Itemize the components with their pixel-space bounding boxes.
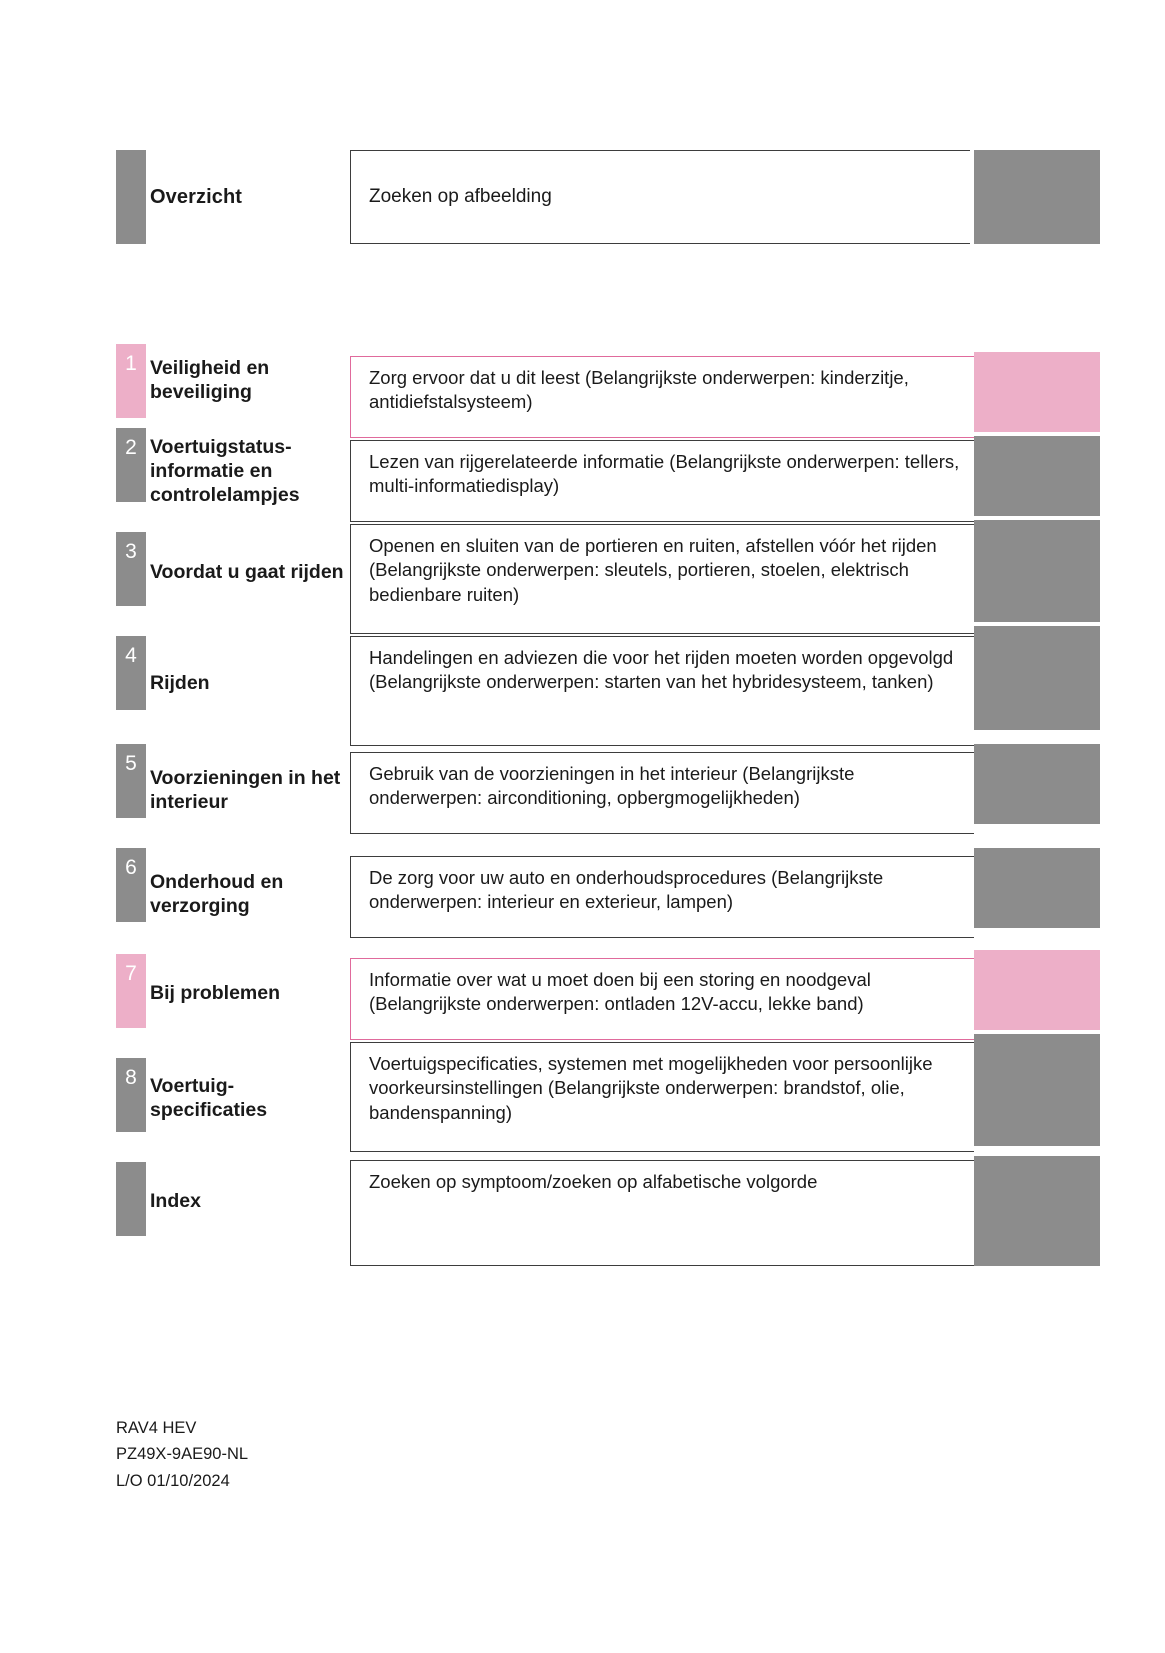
footer-model: RAV4 HEV (116, 1419, 197, 1437)
chapter-number: 1 (125, 352, 137, 375)
overview-right-block (974, 150, 1100, 244)
chapter-number: 4 (125, 644, 137, 667)
chapter-description-veiligheid-en-beveiliging: Zorg ervoor dat u dit leest (Belangrijkste onderwerpen: kinderzitje, antidiefstalsysteem) (350, 356, 974, 438)
chapter-tab-index[interactable] (116, 1162, 146, 1236)
chapter-edge-marker-8 (974, 1034, 1100, 1146)
footer (116, 1415, 248, 1494)
chapter-description-voertuig-specificaties: Voertuigspecificaties, systemen met mogelijkheden voor persoonlijke voorkeursinstellingen (Belangrijkste onderwerpen: brandstof, olie, bandenspanning) (350, 1042, 974, 1152)
chapter-number: 5 (125, 752, 137, 775)
chapter-description-voordat-u-gaat-rijden: Openen en sluiten van de portieren en ruiten, afstellen vóór het rijden (Belangrijkste onderwerpen: sleutels, portieren, stoelen, elektrisch bedienbare ruiten) (350, 524, 974, 634)
chapter-tab-8[interactable] (116, 1058, 146, 1132)
chapter-edge-marker-index (974, 1156, 1100, 1266)
chapter-tab-4[interactable] (116, 636, 146, 710)
chapter-description-voertuigstatus-informatie-en-controlelampjes: Lezen van rijgerelateerde informatie (Belangrijkste onderwerpen: tellers, multi-informatiedisplay) (350, 440, 974, 522)
footer-issue: L/O 01/10/2024 (116, 1471, 230, 1490)
overview-description: Zoeken op afbeelding (350, 150, 970, 244)
chapter-title-voordat-u-gaat-rijden[interactable]: Voordat u gaat rijden (150, 561, 344, 584)
chapter-title-voertuig-specificaties[interactable]: Voertuig-specificaties (150, 1075, 268, 1121)
chapter-edge-marker-3 (974, 520, 1100, 622)
chapter-edge-marker-4 (974, 626, 1100, 730)
chapter-number: 2 (125, 436, 137, 459)
chapter-edge-marker-5 (974, 744, 1100, 824)
chapter-number: 7 (125, 962, 137, 985)
overview-label: Overzicht (150, 185, 243, 208)
chapter-edge-marker-7 (974, 950, 1100, 1030)
chapter-number: 8 (125, 1066, 137, 1089)
chapter-tab-2[interactable] (116, 428, 146, 502)
chapter-title-veiligheid-en-beveiliging[interactable]: Veiligheid en beveiliging (150, 357, 270, 403)
chapter-list (116, 344, 1100, 1276)
footer-code: PZ49X-9AE90-NL (116, 1445, 249, 1464)
chapter-tab-1[interactable] (116, 344, 146, 418)
chapter-number: 3 (125, 540, 137, 563)
chapter-tab-5[interactable] (116, 744, 146, 818)
chapter-title-rijden[interactable]: Rijden (150, 672, 210, 695)
chapter-description-voorzieningen-in-het-interieur: Gebruik van de voorzieningen in het interieur (Belangrijkste onderwerpen: airconditioning, opbergmogelijkheden) (350, 752, 974, 834)
chapter-tab-3[interactable] (116, 532, 146, 606)
chapter-number: 6 (125, 856, 137, 879)
chapter-title-voertuigstatus-informatie-en-controlelampjes[interactable]: Voertuigstatus-informatie en controlelampjes (150, 436, 300, 506)
chapter-edge-marker-6 (974, 848, 1100, 928)
chapter-title-bij-problemen[interactable]: Bij problemen (150, 982, 281, 1005)
overview-row (116, 150, 1100, 244)
chapter-tab-6[interactable] (116, 848, 146, 922)
chapter-title-voorzieningen-in-het-interieur[interactable]: Voorzieningen in het interieur (150, 767, 341, 813)
chapter-description-onderhoud-en-verzorging: De zorg voor uw auto en onderhoudsprocedures (Belangrijkste onderwerpen: interieur en exterieur, lampen) (350, 856, 974, 938)
chapter-description-rijden: Handelingen en adviezen die voor het rijden moeten worden opgevolgd (Belangrijkste onderwerpen: starten van het hybridesysteem, tanken) (350, 636, 974, 746)
chapter-edge-marker-2 (974, 436, 1100, 516)
chapter-tab-7[interactable] (116, 954, 146, 1028)
overview-tab-marker (116, 150, 146, 244)
chapter-edge-marker-1 (974, 352, 1100, 432)
chapter-description-bij-problemen: Informatie over wat u moet doen bij een storing en noodgeval (Belangrijkste onderwerpen: ontladen 12V-accu, lekke band) (350, 958, 974, 1040)
chapter-description-index: Zoeken op symptoom/zoeken op alfabetische volgorde (350, 1160, 974, 1266)
chapter-title-onderhoud-en-verzorging[interactable]: Onderhoud en verzorging (150, 871, 284, 917)
chapter-title-index[interactable]: Index (150, 1190, 201, 1213)
